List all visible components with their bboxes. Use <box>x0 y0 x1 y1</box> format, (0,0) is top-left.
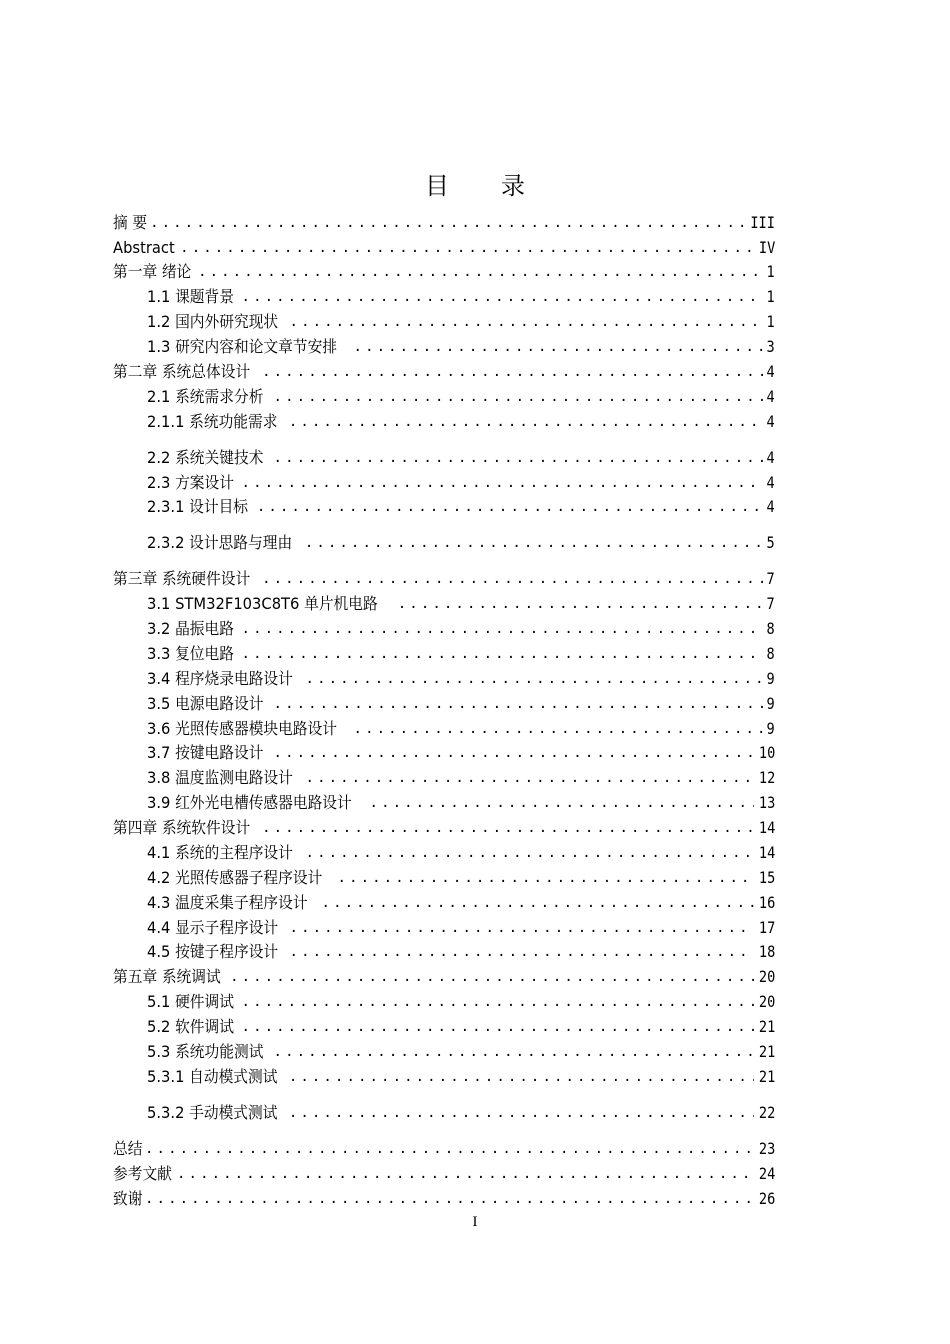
toc-entry-page: 9 <box>766 719 775 738</box>
toc-entry[interactable] <box>147 531 775 553</box>
toc-entry-page: 4 <box>766 497 775 516</box>
dot-leader <box>274 694 764 714</box>
toc-entry-label: 1.2 国内外研究现状 <box>147 312 279 331</box>
toc-entry[interactable] <box>147 617 775 639</box>
toc-entry[interactable] <box>147 335 775 357</box>
dot-leader <box>290 312 764 332</box>
toc-entry[interactable] <box>147 717 775 739</box>
toc-entry-label: 5.1 硬件调试 <box>147 992 234 1011</box>
toc-entry-page: 18 <box>758 942 775 961</box>
dot-leader <box>257 497 764 517</box>
toc-entry-label: 3.9 红外光电槽传感器电路设计 <box>147 793 352 812</box>
dot-leader <box>354 337 764 357</box>
toc-entry[interactable] <box>147 410 775 432</box>
toc-entry[interactable] <box>147 285 775 307</box>
toc-entry-page: 13 <box>758 793 775 812</box>
toc-entry-page: III <box>750 213 775 232</box>
toc-entry-label: Abstract <box>113 238 175 257</box>
toc-entry[interactable] <box>147 841 775 863</box>
toc-entry[interactable] <box>113 211 775 233</box>
toc-entry-page: 7 <box>766 594 775 613</box>
dot-leader <box>242 619 764 639</box>
dot-leader <box>198 262 763 282</box>
toc-entry-page: 4 <box>766 362 775 381</box>
toc-entry[interactable] <box>147 791 775 813</box>
toc-title-char-1: 目 <box>425 172 449 200</box>
toc-entry-page: 1 <box>766 262 775 281</box>
toc-entry-label: 摘 要 <box>113 213 148 232</box>
toc-entry-label: 总结 <box>113 1139 143 1158</box>
toc-entry-label: 3.6 光照传感器模块电路设计 <box>147 719 338 738</box>
toc-entry[interactable] <box>113 1187 775 1209</box>
toc-entry[interactable] <box>113 236 775 258</box>
toc-entry-label: 3.3 复位电路 <box>147 644 234 663</box>
toc-title-char-2: 录 <box>501 172 525 200</box>
toc-entry[interactable] <box>147 385 775 407</box>
toc-entry-page: 1 <box>766 287 775 306</box>
toc-entry-page: 24 <box>758 1164 775 1183</box>
toc-entry-label: 5.3.2 手动模式测试 <box>147 1103 278 1122</box>
toc-entry-label: 3.8 温度监测电路设计 <box>147 768 293 787</box>
toc-entry-label: 3.4 程序烧录电路设计 <box>147 669 293 688</box>
dot-leader <box>150 213 744 233</box>
toc-entry-page: 8 <box>766 619 775 638</box>
toc-entry[interactable] <box>147 1101 775 1123</box>
toc-entry-page: 20 <box>758 967 775 986</box>
dot-leader <box>274 387 764 407</box>
toc-entry[interactable] <box>147 692 775 714</box>
toc-entry[interactable] <box>113 1162 775 1184</box>
toc-entry[interactable] <box>113 965 775 987</box>
toc-entry[interactable] <box>147 866 775 888</box>
toc-entry[interactable] <box>147 1065 775 1087</box>
toc-entry-page: 21 <box>758 1067 775 1086</box>
toc-entry-page: 26 <box>758 1189 775 1208</box>
dot-leader <box>306 669 764 689</box>
toc-entry-page: 12 <box>758 768 775 787</box>
toc-entry-page: 21 <box>758 1042 775 1061</box>
toc-entry[interactable] <box>113 260 775 282</box>
toc-entry-label: 2.3 方案设计 <box>147 473 234 492</box>
toc-entry-page: 23 <box>758 1139 775 1158</box>
toc-entry[interactable] <box>147 642 775 664</box>
toc-entry-page: 1 <box>766 312 775 331</box>
toc-entry-label: 致谢 <box>113 1189 143 1208</box>
toc-entry-label: 4.2 光照传感器子程序设计 <box>147 868 323 887</box>
toc-entry[interactable] <box>113 567 775 589</box>
dot-leader <box>177 1164 754 1184</box>
toc-entry-label: 第二章 系统总体设计 <box>113 362 251 381</box>
toc-entry-page: 22 <box>758 1103 775 1122</box>
dot-leader <box>306 768 754 788</box>
toc-entry-label: 第四章 系统软件设计 <box>113 818 251 837</box>
toc-entry[interactable] <box>147 990 775 1012</box>
toc-entry[interactable] <box>147 891 775 913</box>
dot-leader <box>274 1042 754 1062</box>
toc-entry[interactable] <box>147 1040 775 1062</box>
toc-entry[interactable] <box>113 816 775 838</box>
toc-entry-label: 第五章 系统调试 <box>113 967 221 986</box>
dot-leader <box>262 569 763 589</box>
dot-leader <box>242 473 764 493</box>
toc-entry-label: 2.3.2 设计思路与理由 <box>147 533 293 552</box>
dot-leader <box>145 1189 754 1209</box>
dot-leader <box>242 644 764 664</box>
dot-leader <box>180 238 754 258</box>
dot-leader <box>274 448 764 468</box>
toc-entry-label: 4.5 按键子程序设计 <box>147 942 279 961</box>
toc-entry[interactable] <box>147 741 775 763</box>
toc-entry[interactable] <box>147 766 775 788</box>
toc-entry-label: 第三章 系统硬件设计 <box>113 569 251 588</box>
dot-leader <box>289 1103 754 1123</box>
dot-leader <box>398 594 764 614</box>
toc-entry[interactable] <box>113 360 775 382</box>
toc-entry[interactable] <box>147 916 775 938</box>
dot-leader <box>306 843 754 863</box>
toc-entry-page: 4 <box>766 448 775 467</box>
toc-entry-label: 5.3.1 自动模式测试 <box>147 1067 278 1086</box>
toc-entry[interactable] <box>147 1015 775 1037</box>
toc-entry[interactable] <box>147 310 775 332</box>
toc-title <box>0 166 950 201</box>
toc-entry-page: 7 <box>766 569 775 588</box>
toc-entry-label: 4.1 系统的主程序设计 <box>147 843 293 862</box>
dot-leader <box>289 1067 754 1087</box>
toc-entry-page: 17 <box>758 918 775 937</box>
toc-entry-page: 21 <box>758 1017 775 1036</box>
toc-entry-label: 2.1.1 系统功能需求 <box>147 412 278 431</box>
toc-entry[interactable] <box>113 1137 775 1159</box>
toc-entry-page: 3 <box>766 337 775 356</box>
toc-entry-label: 2.1 系统需求分析 <box>147 387 264 406</box>
dot-leader <box>274 743 754 763</box>
dot-leader <box>338 868 754 888</box>
dot-leader <box>354 719 764 739</box>
toc-entry-label: 参考文献 <box>113 1164 172 1183</box>
dot-leader <box>230 967 754 987</box>
toc-entry-page: 16 <box>758 893 775 912</box>
toc-entry-label: 第一章 绪论 <box>113 262 192 281</box>
toc-entry-label: 1.1 课题背景 <box>147 287 234 306</box>
toc-entry-label: 3.7 按键电路设计 <box>147 743 264 762</box>
toc-entry-label: 4.4 显示子程序设计 <box>147 918 279 937</box>
dot-leader <box>322 893 754 913</box>
toc-entry-page: 14 <box>758 818 775 837</box>
dot-leader <box>242 992 754 1012</box>
toc-entry[interactable] <box>147 940 775 962</box>
toc-entry-label: 3.5 电源电路设计 <box>147 694 264 713</box>
toc-entry-label: 1.3 研究内容和论文章节安排 <box>147 337 338 356</box>
toc-entry[interactable] <box>147 446 775 468</box>
toc-entry-label: 2.3.1 设计目标 <box>147 497 249 516</box>
toc-entry-page: 4 <box>766 387 775 406</box>
page-number: I <box>472 1214 478 1230</box>
dot-leader <box>370 793 754 813</box>
toc-entry[interactable] <box>147 471 775 493</box>
toc-entry-page: 5 <box>766 533 775 552</box>
toc-entry-page: 15 <box>758 868 775 887</box>
toc-entry-page: 20 <box>758 992 775 1011</box>
toc-entry-page: 9 <box>766 669 775 688</box>
toc-entry[interactable] <box>147 495 775 517</box>
toc-entry[interactable] <box>147 667 775 689</box>
toc-entry-label: 3.1 STM32F103C8T6 单片机电路 <box>147 594 378 613</box>
dot-leader <box>242 287 764 307</box>
dot-leader <box>145 1139 754 1159</box>
dot-leader <box>242 1017 754 1037</box>
dot-leader <box>290 918 754 938</box>
toc-entry-label: 3.2 晶振电路 <box>147 619 234 638</box>
toc-entry[interactable] <box>147 592 775 614</box>
toc-entry-page: IV <box>758 238 775 257</box>
toc-entry-page: 4 <box>766 473 775 492</box>
dot-leader <box>290 942 754 962</box>
dot-leader <box>289 412 764 432</box>
toc-entry-label: 5.2 软件调试 <box>147 1017 234 1036</box>
toc-entry-page: 14 <box>758 843 775 862</box>
dot-leader <box>262 818 754 838</box>
toc-entry-page: 9 <box>766 694 775 713</box>
toc-entry-page: 4 <box>766 412 775 431</box>
toc-entry-label: 5.3 系统功能测试 <box>147 1042 264 1061</box>
toc-entry-page: 8 <box>766 644 775 663</box>
dot-leader <box>305 533 764 553</box>
toc-entry-label: 2.2 系统关键技术 <box>147 448 264 467</box>
toc-entry-label: 4.3 温度采集子程序设计 <box>147 893 308 912</box>
dot-leader <box>262 362 763 382</box>
toc-entry-page: 10 <box>758 743 775 762</box>
